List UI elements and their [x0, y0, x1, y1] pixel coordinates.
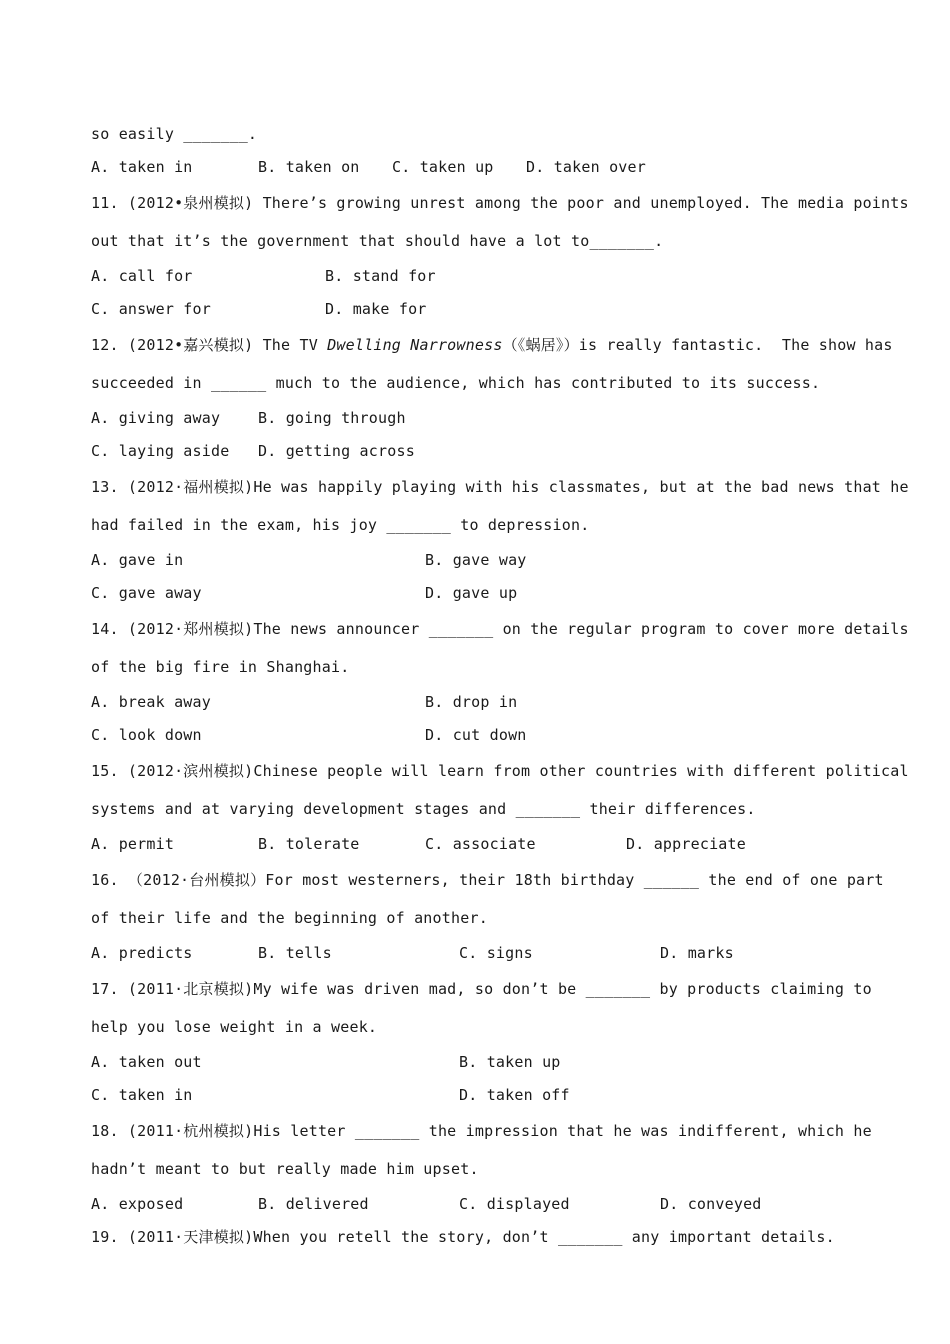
option-b: B. taken up — [459, 1053, 561, 1071]
option-b: B. going through — [258, 409, 406, 427]
option-c: C. gave away — [91, 584, 202, 602]
stem-text: 12. (2012•嘉兴模拟) The TV — [91, 336, 328, 354]
question-12-stem — [91, 326, 893, 364]
option-d: D. gave up — [425, 584, 518, 602]
question-18-options — [91, 1188, 861, 1221]
option-d: D. cut down — [425, 726, 527, 744]
question-12-options-row2 — [91, 435, 861, 468]
question-16-stem: 16. （2012·台州模拟）For most westerners, their 18th birthday ______ the end of one part — [91, 871, 884, 889]
option-a: A. permit — [91, 835, 175, 853]
question-13-stem-cont: had failed in the exam, his joy _______ to depression. — [91, 516, 590, 534]
question-15-stem-cont: systems and at varying development stages and _______ their differences. — [91, 800, 756, 818]
option-c: C. look down — [91, 726, 202, 744]
question-13-options-row1 — [91, 544, 861, 577]
option-b: B. drop in — [425, 693, 518, 711]
question-17-options-row1 — [91, 1046, 861, 1079]
option-b: B. taken on — [258, 158, 360, 176]
question-16-options — [91, 937, 861, 970]
option-a: A. exposed — [91, 1195, 184, 1213]
option-c: C. answer for — [91, 300, 211, 318]
question-12-options-row1 — [91, 402, 861, 435]
option-b: B. delivered — [258, 1195, 369, 1213]
question-15-options — [91, 828, 861, 861]
question-14-options-row2 — [91, 719, 861, 752]
question-12-stem-cont: succeeded in ______ much to the audience, which has contributed to its success. — [91, 374, 821, 392]
option-c: C. laying aside — [91, 442, 230, 460]
option-c: C. taken up — [392, 158, 494, 176]
option-a: A. giving away — [91, 409, 221, 427]
question-18-stem-cont: hadn’t meant to but really made him upset. — [91, 1160, 479, 1178]
question-19-stem: 19. (2011·天津模拟)When you retell the story, don’t _______ any important details. — [91, 1228, 835, 1246]
question-17-stem-cont: help you lose weight in a week. — [91, 1018, 378, 1036]
option-d: D. appreciate — [626, 835, 746, 853]
question-15-stem: 15. (2012·滨州模拟)Chinese people will learn from other countries with different political — [91, 762, 909, 780]
option-d: D. taken over — [526, 158, 646, 176]
option-a: A. break away — [91, 693, 211, 711]
option-a: A. call for — [91, 267, 193, 285]
question-18-stem: 18. (2011·杭州模拟)His letter _______ the impression that he was indifferent, which he — [91, 1122, 872, 1140]
option-b: B. tolerate — [258, 835, 360, 853]
question-14-stem-cont: of the big fire in Shanghai. — [91, 658, 350, 676]
question-10-options — [91, 151, 861, 184]
option-c: C. signs — [459, 944, 533, 962]
option-b: B. tells — [258, 944, 332, 962]
question-16-stem-cont: of their life and the beginning of another. — [91, 909, 488, 927]
option-a: A. taken in — [91, 158, 193, 176]
option-d: D. taken off — [459, 1086, 570, 1104]
question-11-options-row2 — [91, 293, 861, 326]
question-17-stem: 17. (2011·北京模拟)My wife was driven mad, so don’t be _______ by products claiming to — [91, 980, 872, 998]
question-13-stem: 13. (2012·福州模拟)He was happily playing with his classmates, but at the bad news that he — [91, 478, 909, 496]
option-c: C. displayed — [459, 1195, 570, 1213]
question-11-options-row1 — [91, 260, 861, 293]
question-13-options-row2 — [91, 577, 861, 610]
question-10-continuation: so easily _______. — [91, 125, 258, 143]
show-title: Dwelling Narrowness — [327, 336, 503, 354]
question-14-options-row1 — [91, 686, 861, 719]
question-11-stem: 11. (2012•泉州模拟) There’s growing unrest among the poor and unemployed. The media points — [91, 194, 909, 212]
option-a: A. taken out — [91, 1053, 202, 1071]
option-b: B. stand for — [325, 267, 436, 285]
document-page — [91, 118, 909, 1254]
question-17-options-row2 — [91, 1079, 861, 1112]
stem-text: （《蜗居》）is really fantastic. The show has — [502, 336, 893, 354]
option-a: A. gave in — [91, 551, 184, 569]
option-c: C. associate — [425, 835, 536, 853]
option-d: D. conveyed — [660, 1195, 762, 1213]
question-11-stem-cont: out that it’s the government that should have a lot to_______. — [91, 232, 664, 250]
option-c: C. taken in — [91, 1086, 193, 1104]
option-b: B. gave way — [425, 551, 527, 569]
option-a: A. predicts — [91, 944, 193, 962]
option-d: D. make for — [325, 300, 427, 318]
question-14-stem: 14. (2012·郑州模拟)The news announcer _______ on the regular program to cover more details — [91, 620, 909, 638]
option-d: D. marks — [660, 944, 734, 962]
option-d: D. getting across — [258, 442, 415, 460]
